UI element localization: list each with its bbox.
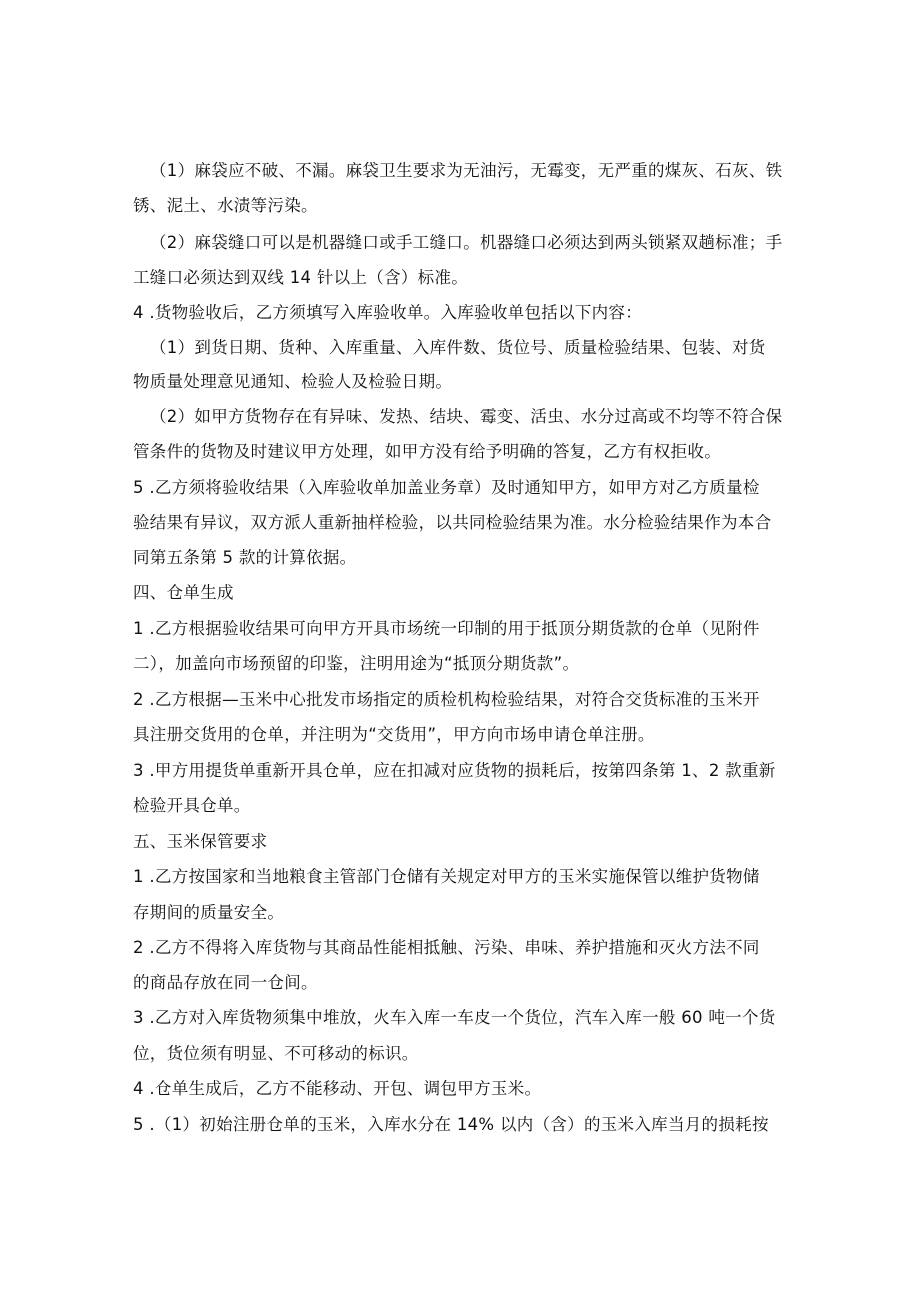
text-line: 的商品存放在同一仓间。 <box>133 973 318 992</box>
section-heading: 四、仓单生成 <box>133 583 234 602</box>
text-line: （1）到货日期、货种、入库重量、入库件数、货位号、质量检验结果、包装、对货 <box>150 338 766 357</box>
text-line: 3 .乙方对入库货物须集中堆放，火车入库一车皮一个货位，汽车入库一般 60 吨一个货 <box>133 1008 776 1027</box>
text-line: 工缝口必须达到双线 14 针以上（含）标准。 <box>133 268 469 287</box>
text-line: 2 .乙方根据—玉米中心批发市场指定的质检机构检验结果，对符合交货标准的玉米开 <box>133 690 760 709</box>
text-line: 物质量处理意见通知、检验人及检验日期。 <box>133 372 453 391</box>
text-line: 2 .乙方不得将入库货物与其商品性能相抵触、污染、串味、养护措施和灭火方法不同 <box>133 938 760 957</box>
text-line: 验结果有异议，双方派人重新抽样检验，以共同检验结果为准。水分检验结果作为本合 <box>133 513 772 532</box>
text-line: 存期间的质量安全。 <box>133 903 285 922</box>
text-line: 锈、泥土、水渍等污染。 <box>133 196 318 215</box>
text-line: 检验开具仓单。 <box>133 796 251 815</box>
text-line: （1）麻袋应不破、不漏。麻袋卫生要求为无油污，无霉变，无严重的煤灰、石灰、铁 <box>150 161 783 180</box>
text-line: 4 .货物验收后，乙方须填写入库验收单。入库验收单包括以下内容： <box>133 303 643 322</box>
text-line: 同第五条第 5 款的计算依据。 <box>133 548 357 567</box>
section-heading: 五、玉米保管要求 <box>133 832 268 851</box>
text-line: 具注册交货用的仓单，并注明为“交货用”，甲方向市场申请仓单注册。 <box>133 725 655 744</box>
text-line: 1 .乙方根据验收结果可向甲方开具市场统一印制的用于抵顶分期货款的仓单（见附件 <box>133 619 760 638</box>
text-line: 位，货位须有明显、不可移动的标识。 <box>133 1044 419 1063</box>
text-line: 1 .乙方按国家和当地粮食主管部门仓储有关规定对甲方的玉米实施保管以维护货物储 <box>133 867 760 886</box>
text-line: 管条件的货物及时建议甲方处理，如甲方没有给予明确的答复，乙方有权拒收。 <box>133 442 721 461</box>
text-line: （2）如甲方货物存在有异味、发热、结块、霉变、活虫、水分过高或不均等不符合保 <box>150 407 783 426</box>
text-line: 4 .仓单生成后，乙方不能移动、开包、调包甲方玉米。 <box>133 1079 542 1098</box>
text-line: 5 .乙方须将验收结果（入库验收单加盖业务章）及时通知甲方，如甲方对乙方质量检 <box>133 478 760 497</box>
text-line: 5 .（1）初始注册仓单的玉米，入库水分在 14% 以内（含）的玉米入库当月的损耗按 <box>133 1115 769 1134</box>
text-line: 二），加盖向市场预留的印鉴，注明用途为“抵顶分期货款”。 <box>133 654 580 673</box>
text-line: 3 .甲方用提货单重新开具仓单，应在扣减对应货物的损耗后，按第四条第 1、2 款重新 <box>133 761 776 780</box>
text-line: （2）麻袋缝口可以是机器缝口或手工缝口。机器缝口必须达到两头锁紧双趟标准；手 <box>150 233 783 252</box>
